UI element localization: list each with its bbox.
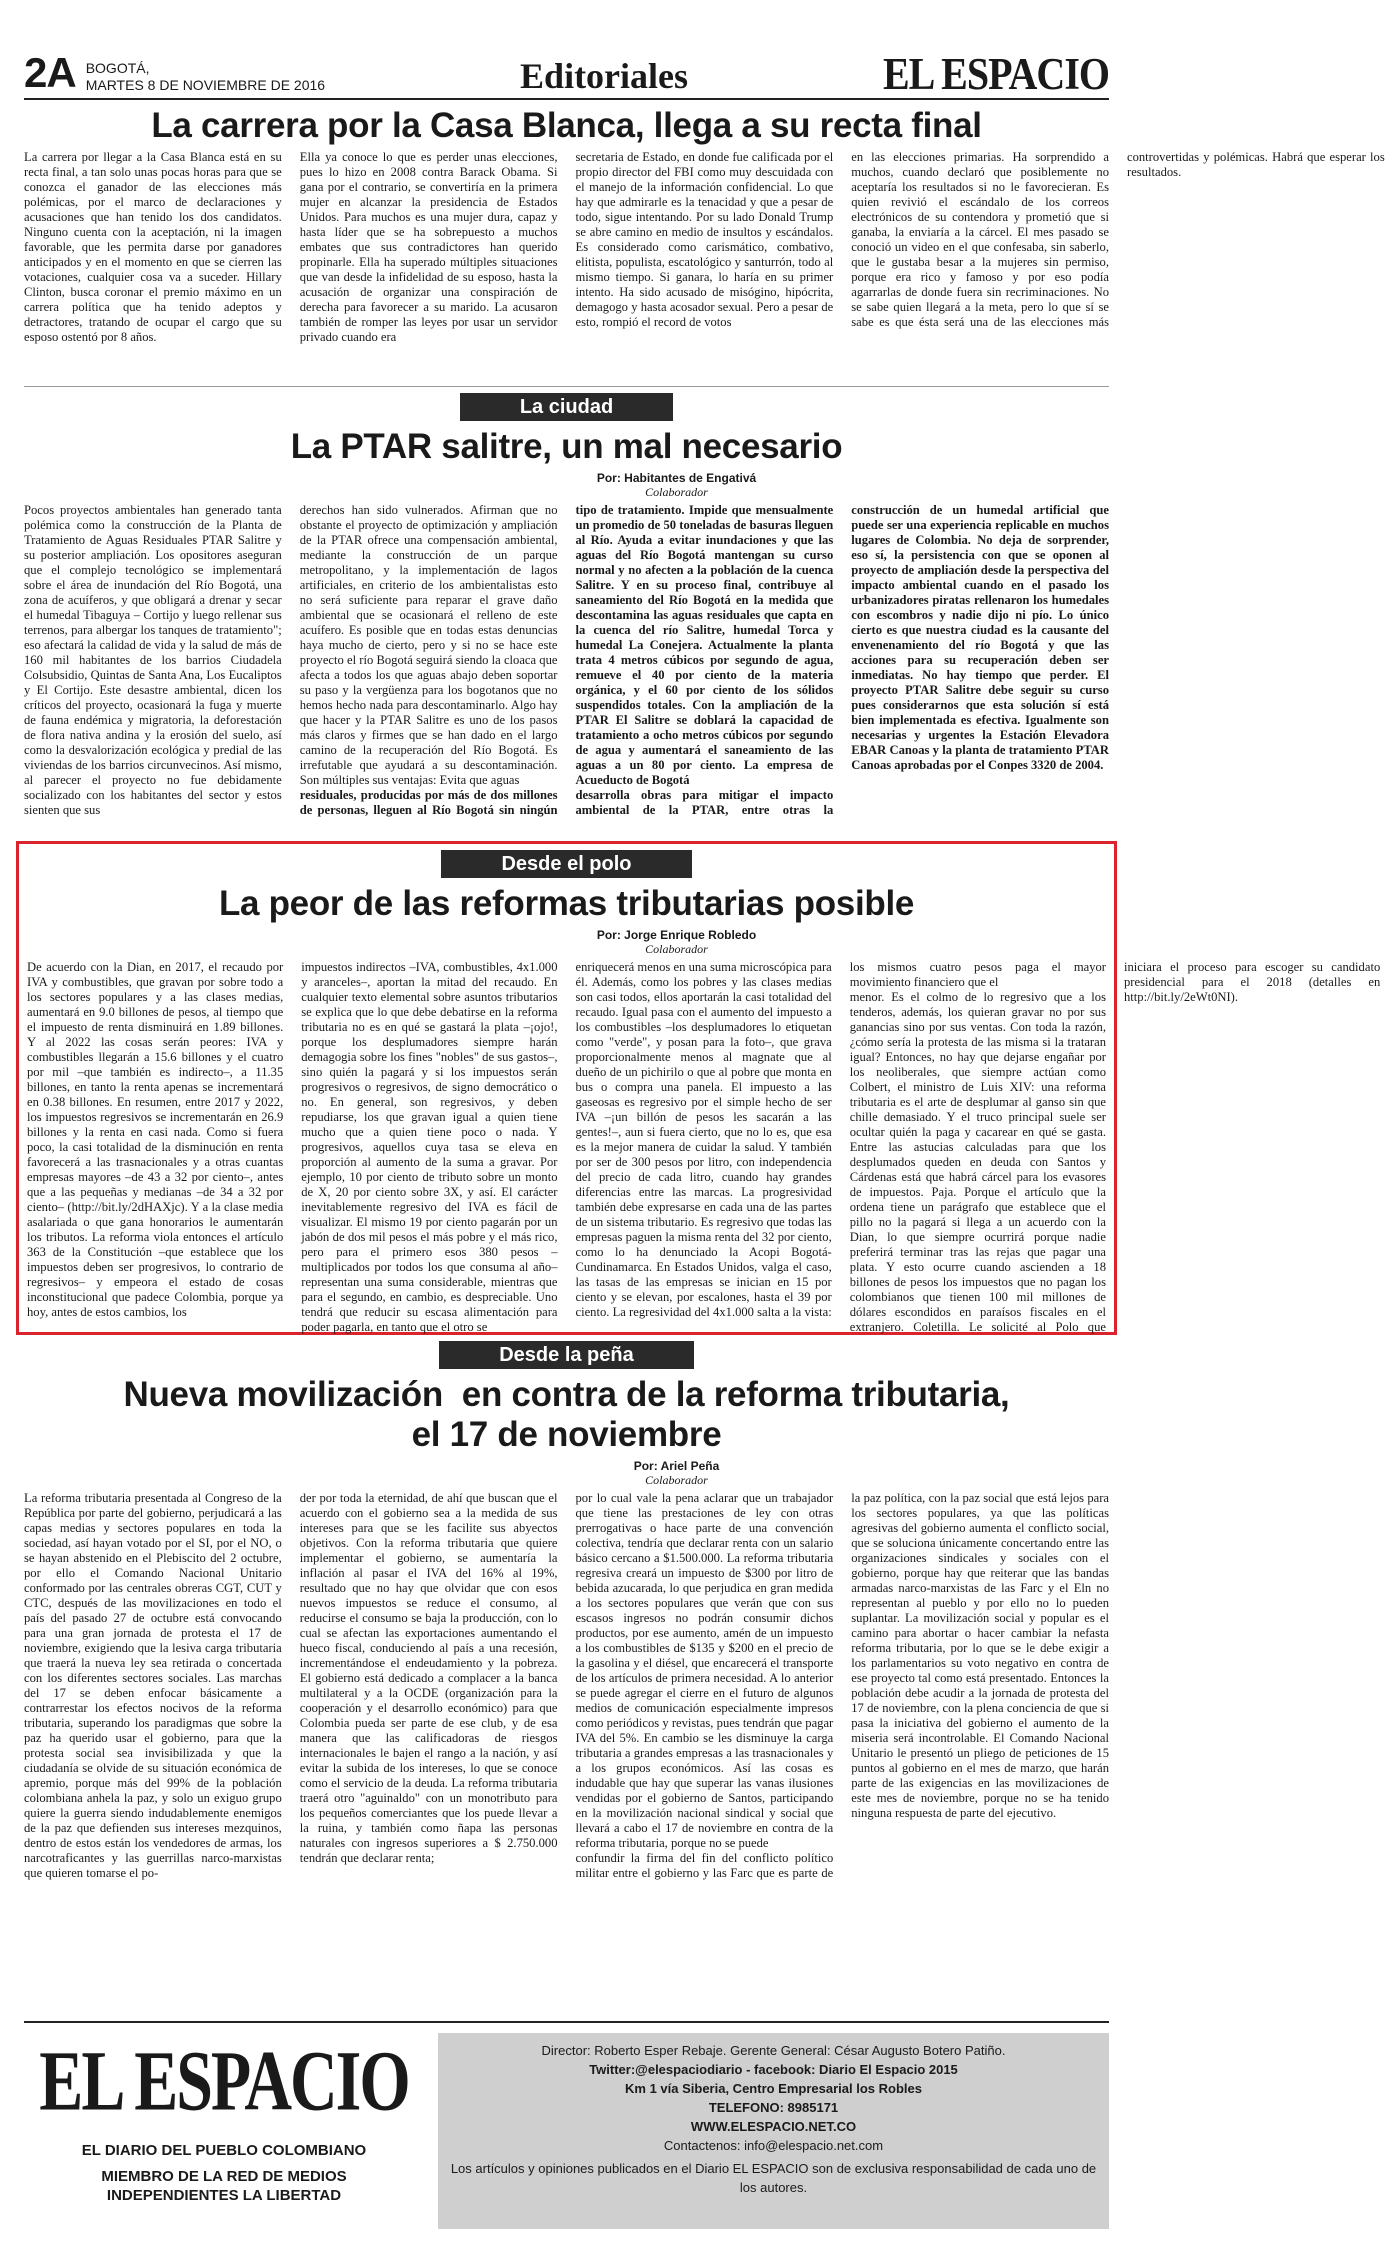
editorial-article: [24, 106, 1385, 387]
dateline: [86, 60, 325, 94]
article-column: La carrera por llegar a la Casa Blanca está en su recta final, a tan solo unas pocas horas para que se conozca el ganador de las elecciones más polémicas, por el marco de declaraciones y acusaciones que han tenido los dos candidatos. Ninguno cuenta con la aceptación, ni la imagen favorable, que les permita darse por ganadores anticipados y en el momento en que se cierren las votaciones, cualquier cosa va a suceder. Hillary Clinton, busca coronar el premio máximo en un carrera política que ha tenido adeptos y detractores, tratando de ocupar el cargo que su esposo ostentó por 8 años.: [24, 150, 282, 344]
footer-note: Los artículos y opiniones publicados en el Diario EL ESPACIO son de exclusiva responsabilidad de cada uno de los autores.: [450, 2161, 1097, 2195]
footer-phone: TELEFONO: 8985171: [708, 2100, 839, 2115]
byline-role: Colaborador: [645, 1473, 708, 1487]
byline: Por: Jorge Enrique Robledo: [596, 928, 757, 942]
article-headline: La peor de las reformas tributarias posible: [218, 884, 915, 923]
article-column: Ella ya conoce lo que es perder unas elecciones, pues lo hizo en 2008 contra Barack Obama. Si gana por el contrario, se convertiría en la primera mujer en alcanzar la presidencia de Estados Unidos. Para muchos es una mujer dura, capaz y hasta líder que se ha sobrepuesto a muchos embates que sus contradictores han querido propinarle. Ella ha superado múltiples situaciones que van desde la infidelidad de su esposo, hasta la acusación de organizar una conspiración de derecha para favorecer a su marido. La acusaron también de romper las leyes por usar un servidor privado cuando era: [299, 150, 558, 344]
article-column: impuestos indirectos –IVA, combustibles, 4x1.000 y aranceles–, aportan la mitad del recaudo. En cualquier texto elemental sobre asuntos tributarios se explica que lo que debe debatirse en la reforma tributaria no es en qué se gastará la plata –¡ojo!, porque los desplumadores siempre harán demagogia sobre los fines "nobles" de sus gastos–, sino quién la pagará y si los impuestos serán progresivos o regresivos, de signo democrático o no. En general, son regresivos, y deben repudiarse, los que gravan igual a quien tiene mucho que a quien tiene poco o nada. Y progresivos, aquellos cuya tasa se eleva en proporción al aumento de la suma a gravar. Por ejemplo, 10 por ciento de tributo sobre un monto de X, 20 por ciento sobre 3X, y así. El carácter inevitablemente regresivo del IVA es fácil de visualizar. El mismo 19 por ciento pagarán por un jabón de dos mil pesos el más pobre y el más rico, pero para el primero esos 380 pesos –multiplicados por todos los que consuma al año– representan una suma considerable, mientras que para el segundo, en cambio, es despreciable. Uno tendrá que reducir su escasa alimentación para poder pagarla, en tanto que el otro se: [301, 960, 558, 1334]
article-body: [27, 960, 1381, 1338]
page-footer: [24, 2021, 1109, 2229]
masthead: [24, 0, 1109, 100]
footer-credits: [438, 2033, 1109, 2229]
headline-line: Nueva movilización en contra de la reforma tributaria,: [123, 1375, 1010, 1414]
byline: Por: Ariel Peña: [633, 1459, 720, 1473]
article-headline: La PTAR salitre, un mal necesario: [290, 427, 843, 466]
article-headline: [24, 1375, 1109, 1455]
highlighted-article: [16, 841, 1381, 1335]
footer-logo: EL ESPACIO: [39, 2033, 409, 2129]
member-line: INDEPENDIENTES LA LIBERTAD: [106, 2187, 342, 2204]
article-body: [24, 1491, 1109, 2031]
article-column: Pocos proyectos ambientales han generado tanta polémica como la construcción de la Planta de Tratamiento de Aguas Residuales PTAR Salitre y su posterior ampliación. Los opositores aseguran que el complejo tecnológico se implementará sobre el área de inundación del Río Bogotá, una zona de acuíferos, y que obligará a drenar y secar el humedal Tibaguya – Cortijo y luego rellenar sus terrenos, para albergar los tanques de tratamiento"; eso afectará la calidad de vida y la salud de más de 160 mil habitantes de los barrios Ciudadela Colsubsidio, Quintas de Santa Ana, Los Eucaliptos y El Cortijo. Este desastre ambiental, dicen los críticos del proyecto, ocasionará la fuga y muerte de fauna endémica y migratoria, la deforestación de flora nativa andina y la erosión del suelo, así como la desvalorización ecológica y predial de las viviendas de los barrios circunvecinos. Así mismo, al parecer el proyecto no fue debidamente socializado con los habitantes del sector y estos sienten que sus: [24, 503, 282, 817]
dateline-city: BOGOTÁ,: [85, 60, 150, 76]
article-column: La reforma tributaria presentada al Congreso de la República por parte del gobierno, perjudicará a las capas medias y sectores populares en toda la sociedad, así hayan votado por el SI, por el NO, o se hayan abstenido en el Plebiscito del 2 octubre, por ello el Comando Nacional Unitario conformado por las centrales obreras CGT, CUT y CTC, después de las movilizaciones en todo el país del pasado 27 de octubre está convocando para una gran jornada de protesta el 17 de noviembre, exigiendo que la lesiva carga tributaria que traerá la nueva ley sea retirada o concertada con los diferentes sectores sociales. Las marchas del 17 se deben enfocar básicamente a contrarrestar los efectos nocivos de la reforma tributaria, superando los paradigmas que sobre la paz ha querido usar el gobierno, para que la protesta social sea invisibilizada y que la ciudadanía se olvide de su situación económica de apremio, porque más del 99% de la población colombiana anhela la paz, y solo un exiguo grupo quiere la guerra siendo indudablemente enemigos de la paz que defienden sus intereses mezquinos, dentro de estos están los vendedores de armas, los narcotraficantes y las guerrillas narco-marxistas que quieren tomarse el po-: [24, 1491, 282, 1880]
footer-tagline: EL DIARIO DEL PUEBLO COLOMBIANO: [81, 2142, 367, 2159]
article-column: residuales, producidas por más de dos millones de personas, lleguen al Río Bogotá sin ningún tipo de tratamiento. Impide que mensualmente un promedio de 50 toneladas de basuras lleguen al Río. Ayuda a evitar inundaciones y que las aguas del Río Bogotá mantengan su curso normal y no afecten a la población de la cuenca Salitre. Y en su proceso final, contribuye al saneamiento del Río Bogotá en la medida que descontamina las aguas residuales que capta en la cuenca del río Salitre, humedal Torca y humedal La Conejera. Actualmente la planta trata 4 metros cúbicos por segundo de agua, remueve el 40 por ciento de la materia orgánica, y el 60 por ciento de los sólidos suspendidos totales. Con la ampliación de la PTAR El Salitre se doblará la capacidad de tratamiento a ocho metros cúbicos por segundo de agua y aumentará el saneamiento de las aguas a un 80 por ciento. La empresa de Acueducto de Bogotá: [299, 503, 834, 817]
section-title: Editoriales: [520, 56, 689, 96]
article-column: en las elecciones primarias. Ha sorprendido a muchos, cuando declaró que posiblemente no aceptaría los resultados si no le favorecieran. Es quien revivió el escándalo de los correos electrónicos de su contendora y prometió que si ganaba, la enviaría a la cárcel. El mes pasado se conoció un video en el que confesaba, sin saberlo, que le gustaba besar a la mujeres sin permiso, porque era rico y famoso y por eso podía agarrarlas de donde fuera sin recriminaciones. No se sabe quien llegará a la meta, pero lo que sí se sabe es que ésta será una de las elecciones más controvertidas y polémicas. Habrá que esperar los resultados.: [851, 150, 1385, 329]
section-kicker: Desde la peña: [439, 1341, 694, 1369]
footer-brand: [24, 2033, 424, 2229]
article-column: enriquecerá menos en una suma microscópica para él. Además, como los pobres y las clases medias son casi todos, ellos aportarán la casi totalidad del recaudo. Igual pasa con el aumento del impuesto a los combustibles –los desplumadores lo etiquetan como "verde", y posan para la foto–, que grava proporcionalmente menos al magnate que al dueño de un pichirilo o que al pobre que monta en bus o compra una panela. El impuesto a las gaseosas es regresivo por el simple hecho de ser IVA –¡un billón de pesos les sacarán a las gentes!–, aun si fuera cierto, que no lo es, que esa es la mejor manera de cuidar la salud. Y también por ser de 300 pesos por litro, con independencia del precio de cada litro, cuando hay grandes diferencias entre las marcas. La progresividad también debe expresarse en cada una de las partes de un sistema tributario. Es regresivo que todas las empresas paguen la misma renta del 32 por ciento, como lo ha denunciado la Acopi Bogotá-Cundinamarca. En Estados Unidos, valga el caso, las tasas de las empresas se inician en 15 por ciento y se elevan, por escalones, hasta el 39 por ciento. La regresividad del 4x1.000 salta a la vista: los mismos cuatro pesos paga el mayor movimiento financiero que el: [575, 960, 1106, 1319]
ptar-article: [24, 393, 1109, 841]
article-column: por lo cual vale la pena aclarar que un trabajador que tiene las prestaciones de ley con otras prerrogativas o hace parte de una convención colectiva, tendría que declarar renta con un salario básico cercano a $1.500.000. La reforma tributaria regresiva creará un impuesto de $300 por litro de bebida azucarada, lo que perjudica en gran medida a los sectores populares que verán que con sus escasos ingresos no podrán consumir dichos productos, por ese aumento, amén de un impuesto a los combustibles de $135 y $200 en el precio de la gasolina y el diésel, que encarecerá el transporte de los artículos de primera necesidad. A lo anterior se puede agregar el cierre en el futuro de algunos medios de comunicación especialmente impresos como periódicos y revistas, pues tendrán que pagar IVA del 5%. En cambio se les disminuye la carga tributaria a grandes empresas a las trasnacionales y a los grupos económicos. Así las cosas es indudable que hay que superar las vanas ilusiones vendidas por el gobierno de Santos, participando en la movilización nacional sindical y social que llevará a cabo el 17 de noviembre en contra de la reforma tributaria, porque no se puede: [575, 1491, 834, 1850]
footer-member: [24, 2167, 424, 2205]
article-column: confundir la firma del fin del conflicto político militar entre el gobierno y las Farc que es parte de la paz política, con la paz social que está lejos para los sectores populares, ya que las políticas agresivas del gobierno aumenta el conflicto social, que se soluciona únicamente concertando entre las organizaciones sindicales y sociales con el gobierno, porque hay que reiterar que las bandas armadas narco-marxistas de las Farc y el Eln no representan al pueblo y por ello no lo pueden suplantar. La movilización social y popular es el camino para abortar o hacer cambiar la nefasta reforma tributaria, por lo que se le debe exigir a los parlamentarios su voto negativo en contra de ese proyecto tal como está presentado. Entonces la población debe acudir a la jornada de protesta del 17 de noviembre, con la plena conciencia de que si pasa la iniciativa del gobierno el aumento de la miseria será incontrolable. El Comando Nacional Unitario le presentó un pliego de peticiones de 15 puntos al gobierno en el mes de marzo, que harán parte de las exigencias en las movilizaciones de este mes de noviembre, porque no se ha tenido ninguna respuesta de parte del ejecutivo.: [575, 1491, 1109, 1880]
byline: Por: Habitantes de Engativá: [596, 471, 757, 485]
footer-social: Twitter:@elespaciodiario - facebook: Diario El Espacio 2015: [589, 2062, 958, 2077]
section-kicker: Desde el polo: [441, 850, 691, 878]
article-column: secretaria de Estado, en donde fue calificada por el propio director del FBI como muy descuidada con el manejo de la información confidencial. Lo que hay que admirarle es la tenacidad y que a pesar de todo, sigue intentando. Por su lado Donald Trump se abre camino en medio de insultos y escándalos. Es considerado como carismático, combativo, elitista, populista, escatológico y santurrón, todo al mismo tiempo. Si ganara, lo haría en su primer intento. Ha sido acusado de misógino, hipócrita, demagogo y hasta acosador sexual. Pero a pesar de esto, rompió el record de votos: [575, 150, 834, 329]
footer-contact: Contactenos: info@elespacio.net.com: [663, 2138, 884, 2153]
article-column: De acuerdo con la Dian, en 2017, el recaudo por IVA y combustibles, que gravan por sobre todo a los sectores populares y a las clases medias, aumentará en 9.0 billones de pesos, al tiempo que el impuesto de renta disminuirá en 1.89 billones. Y al 2022 las cosas serán peores: IVA y combustibles llegarán a 15.6 billones y el cuatro por mil –que también es indirecto–, a 11.35 billones, en tanto la renta apenas se incrementará en 0.38 billones. En resumen, entre 2017 y 2022, los impuestos regresivos se incrementarán en 26.9 billones y la renta en casi nada. Como si fuera poco, la casi totalidad de la disminución en renta favorecerá a las trasnacionales y a otras cuantas empresas mayores –de 43 a 32 por ciento–, antes que a las pequeñas y medianas –de 34 a 32 por ciento– (http://bit.ly/2dHAXjc). Y a la clase media asalariada o que gana honorarios le aumentarán los tributos. La reforma viola entonces el artículo 363 de la Constitución –que establece que los impuestos deben ser progresivos, lo contrario de regresivos– y empeora el estado de cosas inconstitucional que padece Colombia, porque ya hoy, antes de estos cambios, los: [27, 960, 284, 1319]
article-column: menor. Es el colmo de lo regresivo que a los tenderos, además, los quieran gravar no por sus ganancias sino por sus ventas. Con toda la razón, ¿cómo sería la protesta de las misma si la trataran igual? Entonces, no hay que dejarse engañar por los neoliberales, que siempre actúan como Colbert, el ministro de Luis XIV: una reforma tributaria es el arte de desplumar al ganso sin que chille demasiado. Y el truco principal suele ser ocultar quién la paga y cacarear en qué se gasta. Entre las astucias calculadas para que los desplumados queden en deuda con Santos y Cárdenas está que habrá cárcel para los evasores de impuestos. Paja. Porque el artículo que la ordena tiene un parágrafo que establece que el pillo no la pagará si llega a un acuerdo con la Dian, lo que siempre ocurrirá porque nadie preferirá terminar tras las rejas que pagar una plata. Y esto ocurre cuando ascienden a 18 billones de pesos los impuestos que no pagan los colombianos que tienen 100 mil millones de dólares escondidos en paraísos fiscales en el extranjero. Coletilla. Le solicité al Polo que iniciara el proceso para escoger su candidato presidencial para el 2018 (detalles en http://bit.ly/2eWt0NI).: [849, 960, 1381, 1334]
dateline-date: MARTES 8 DE NOVIEMBRE DE 2016: [85, 77, 326, 93]
article-column: desarrolla obras para mitigar el impacto ambiental de la PTAR, entre otras la construcción de un humedal artificial que puede ser una experiencia replicable en muchos lugares de Colombia. No deja de sorprender, eso sí, la persistencia con que se oponen al proyecto de ampliación desde la perspectiva del impacto ambiental cuando en el pasado los urbanizadores piratas rellenaron los humedales con escombros y nadie dijo ni pío. Lo único cierto es que nuestra ciudad es la causante del envenenamiento del río Bogotá y que las acciones para su recuperación deben ser inmediatas. No hay tiempo que perder. El proyecto PTAR Salitre debe seguir su curso pues considerarnos que esta solución sí está bien implementada es efectiva. Igualmente son necesarias y urgentes la Estación Elevadora EBAR Canoas y la planta de tratamiento PTAR Canoas aprobadas por el Conpes 3320 de 2004.: [575, 503, 1109, 817]
headline-line: el 17 de noviembre: [411, 1415, 722, 1454]
byline-role: Colaborador: [645, 485, 708, 499]
movilizacion-article: [24, 1341, 1109, 2021]
footer-director: Director: Roberto Esper Rebaje. Gerente General: César Augusto Botero Patiño.: [541, 2043, 1006, 2058]
section-kicker: La ciudad: [460, 393, 673, 421]
footer-address: Km 1 vía Siberia, Centro Empresarial los Robles: [625, 2081, 922, 2096]
brand-logo: EL ESPACIO: [883, 47, 1109, 100]
article-column: derechos han sido vulnerados. Afirman que no obstante el proyecto de optimización y ampliación de la PTAR ofrece una compensación ambiental, mediante la construcción de un parque metropolitano, y la implementación de lagos artificiales, en criterio de los ambientalistas esto no será suficiente para reparar el grave daño ambiental que se ocasionará el relleno de este acuífero. Es posible que en todas estas denuncias haya mucho de cierto, pero y si no se hace este proyecto el río Bogotá seguirá siendo la cloaca que afecta a todos los que aguas abajo deben soportar su paso y la vergüenza para los bogotanos que no hemos hecho nada para descontaminarlo. Algo hay que hacer y la PTAR Salitre es uno de los pasos más claros y firmes que se han dado en el largo camino de la recuperación del Río Bogotá. Es irrefutable que ayudará a su descontaminación. Son múltiples sus ventajas: Evita que aguas: [299, 503, 558, 787]
page-number: 2A: [24, 49, 76, 96]
byline-role: Colaborador: [645, 942, 708, 956]
article-body: [24, 150, 1385, 355]
footer-web: WWW.ELESPACIO.NET.CO: [690, 2119, 857, 2134]
member-line: MIEMBRO DE LA RED DE MEDIOS: [101, 2168, 347, 2185]
article-headline: La carrera por la Casa Blanca, llega a su recta final: [151, 106, 982, 145]
article-column: der por toda la eternidad, de ahí que buscan que el acuerdo con el gobierno sea a la medida de sus intereses para que se les facilite sus abyectos objetivos. Con la reforma tributaria que quiere implementar el gobierno, se aumentaría la inflación al pasar el IVA del 16% al 19%, resultado que no hay que olvidar que con esos nuevos impuestos se reduce el consumo, al reducirse el consumo se baja la producción, con lo cual se afectan las exportaciones aumentando el hueco fiscal, conduciendo al país a una recesión, incrementándose el endeudamiento y la pobreza. El gobierno está dedicado a complacer a la banca multilateral y a la OCDE (organización para la cooperación y el desarrollo económico) para que Colombia pueda ser parte de ese club, y de esa manera que las calificadoras de riesgos internacionales le bajen el rango a la nación, y así evitar la subida de los intereses, lo que se conoce como el servicio de la deuda. La reforma tributaria traerá otro "aguinaldo" con un monotributo para los pequeños comerciantes que los puede llevar a la ruina, y también como ñapa las personas naturales con ingresos superiores a $ 2.750.000 tendrán que declarar renta;: [299, 1491, 558, 1865]
article-body: [24, 503, 1109, 853]
